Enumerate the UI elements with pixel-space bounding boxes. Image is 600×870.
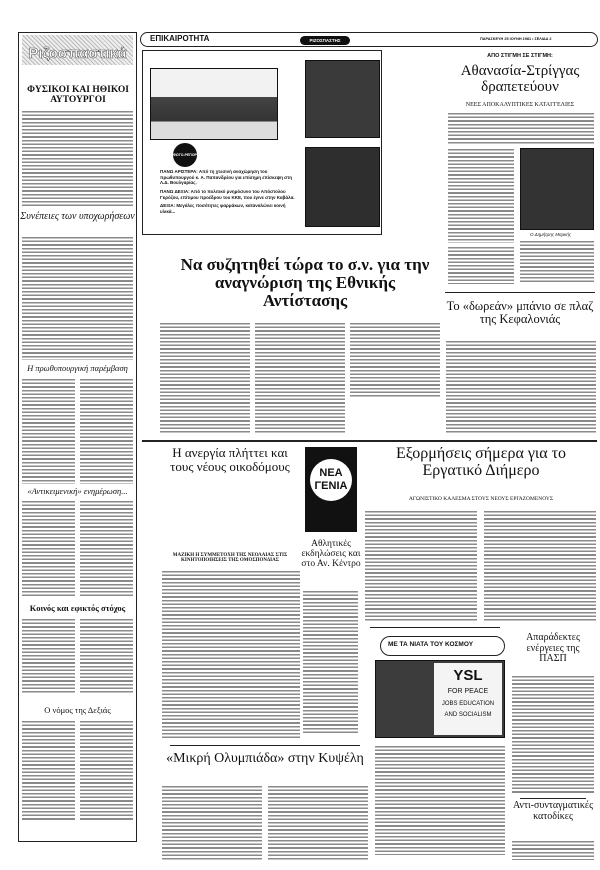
left-body-5b — [80, 618, 133, 694]
left-heading-5: Ο νόμος της Δεξιάς — [44, 705, 111, 715]
ysl-sign-line1: YSL — [453, 667, 483, 684]
divider — [520, 798, 586, 799]
nea-genia-logo — [305, 447, 357, 532]
ysl-sign — [434, 663, 502, 735]
left-body-1 — [22, 110, 133, 206]
divider — [445, 292, 595, 293]
rizospastika-logo: Ριζοσπαστικά — [22, 35, 133, 65]
anticonstitutional-body — [512, 840, 594, 860]
pasp-body — [512, 675, 594, 793]
left-heading-4: Κοινός και εφικτός στόχος — [29, 603, 126, 613]
athanasia-kicker: ΑΠΟ ΣΤΙΓΜΗ ΣΕ ΣΤΙΓΜΗ: — [487, 53, 553, 59]
divider — [170, 745, 360, 746]
olympiad-title: «Μικρή Ολυμπιάδα» στην Κυψέλη — [166, 751, 364, 766]
main-body-a — [160, 322, 250, 434]
left-body-4a — [22, 500, 75, 598]
kefalonia-title: Το «δωρεάν» μπάνιο σε πλαζ της Κεφαλονιάς — [446, 299, 594, 327]
drives-body-a — [365, 510, 477, 622]
athanasia-body-b — [520, 240, 594, 282]
left-body-2 — [22, 236, 133, 360]
athanasia-title: Αθανασία-Στρίγγας δραπετεύουν — [460, 63, 580, 95]
athanasia-lead — [448, 112, 594, 144]
left-body-3b — [80, 378, 133, 484]
date-page: ΠΑΡΑΣΚΕΥΗ 25 ΙΟΥΝΗ 1981 • ΣΕΛΙΔΑ 2 — [480, 37, 552, 41]
olympiad-body-b — [268, 785, 368, 860]
left-body-4b — [80, 500, 133, 598]
left-heading-3: «Αντικειμενική» ενημέρωση... — [27, 486, 128, 496]
athanasia-body-a — [448, 148, 514, 243]
ysl-sign-line2: FOR PEACE — [447, 688, 489, 695]
ysl-sign-line3: JOBS EDUCATION — [441, 701, 495, 707]
ysl-sign-line4: AND SOCIALISM — [444, 712, 492, 718]
photo-markis-caption: Ο Δημήτρης Μαρκής — [530, 232, 572, 237]
athletics-title: Αθλητικές εκδηλώσεις και στο Αν. Κέντρο — [301, 539, 361, 569]
kefalonia-body — [446, 340, 596, 434]
unemployment-body — [162, 570, 300, 740]
paper-name-badge: ΡΙΖΟΣΠΑΣΤΗΣ — [300, 36, 350, 45]
athletics-body — [303, 590, 358, 735]
youth-world-body — [375, 745, 505, 855]
drives-body-b — [484, 510, 596, 622]
drives-title: Εξορμήσεις σήμερα για το Εργατικό Διήμερο — [395, 445, 567, 479]
unemployment-subtitle: ΜΑΖΙΚΗ Η ΣΥΜΜΕΤΟΧΗ ΤΗΣ ΝΕΟΛΑΙΑΣ ΣΤΙΣ ΚΙΝΗΤΟΠΟΙΗΣΕΙΣ ΤΗΣ ΟΜΟΣΠΟΝΔΙΑΣ — [172, 553, 288, 564]
main-body-b — [255, 322, 345, 434]
photo-caption-2: ΠΑΝΩ ΔΕΞΙΑ: Από το πολιτικό μνημόσυνο του Απόστολου Γκρόζου, επίτιμου προέδρου του ΚΚΕ, που έγινε στην Καβάλα. — [160, 188, 295, 200]
photo-captions — [160, 169, 300, 214]
photo-ysl — [375, 660, 505, 738]
left-body-6a — [22, 720, 75, 820]
nea-genia-line2: ΓΕΝΙΑ — [314, 480, 348, 492]
main-article-title: Να συζητηθεί τώρα το σ.ν. για την αναγνώριση της Εθνικής Αντίστασης — [180, 255, 430, 310]
left-heading-1: Συνέπειες των υποχωρήσεων — [20, 211, 135, 222]
athanasia-subtitle: ΝΕΕΣ ΑΠΟΚΑΛΥΠΤΙΚΕΣ ΚΑΤΑΓΓΕΛΙΕΣ — [465, 102, 575, 108]
main-body-c — [350, 322, 440, 397]
photo-caption-3: ΔΕΞΙΑ: Μεγάλες ποσότητες φαρμάκων, καταναλώνει κοινή υλικά... — [160, 203, 286, 214]
left-body-3a — [22, 378, 75, 484]
row-divider — [142, 440, 597, 442]
olympiad-body-a — [162, 785, 262, 860]
divider — [370, 627, 500, 628]
photo-report-badge: ΦΩΤΟ-ΡΕΠΟΡΤΑΖ — [173, 143, 197, 167]
anticonstitutional-title: Αντι-συνταγματικές κατοδίκες — [512, 800, 594, 822]
unemployment-title: Η ανεργία πλήττει και τους νέους οικοδόμους — [170, 445, 290, 474]
drives-subtitle: ΑΓΩΝΙΣΤΙΚΟ ΚΑΛΕΣΜΑ ΣΤΟΥΣ ΝΕΟΥΣ ΕΡΓΑΖΟΜΕΝΟΥΣ — [408, 496, 554, 502]
left-body-5a — [22, 618, 75, 694]
photo-caption-1: ΠΑΝΩ ΑΡΙΣΤΕΡΑ: Από τη χτεσινή αναχώρηση του πρωθυπουργού κ. Α. Παπανδρέου για επίσημη επίσκεψη στη Λ.Δ. Βουλγαρίας. — [160, 169, 292, 186]
left-title: ΦΥΣΙΚΟΙ ΚΑΙ ΗΘΙΚΟΙ ΑΥΤΟΥΡΓΟΙ — [27, 85, 129, 105]
photo-memorial — [305, 60, 380, 138]
athanasia-body-c — [448, 246, 514, 284]
nea-genia-circle — [310, 459, 352, 501]
youth-world-banner-text: ΜΕ ΤΑ ΝΙΑΤΑ ΤΟΥ ΚΟΣΜΟΥ — [388, 641, 474, 648]
left-body-6b — [80, 720, 133, 820]
section-name: ΕΠΙΚΑΙΡΟΤΗΤΑ — [150, 34, 210, 43]
photo-markis — [520, 148, 594, 230]
left-heading-2: Η πρωθυπουργική παρέμβαση — [27, 363, 128, 373]
pasp-title: Απαράδεκτες ενέργειες της ΠΑΣΠ — [526, 632, 580, 664]
photo-pm-departure — [150, 68, 278, 140]
nea-genia-line1: ΝΕΑ — [319, 467, 343, 479]
photo-medicines — [305, 147, 380, 227]
